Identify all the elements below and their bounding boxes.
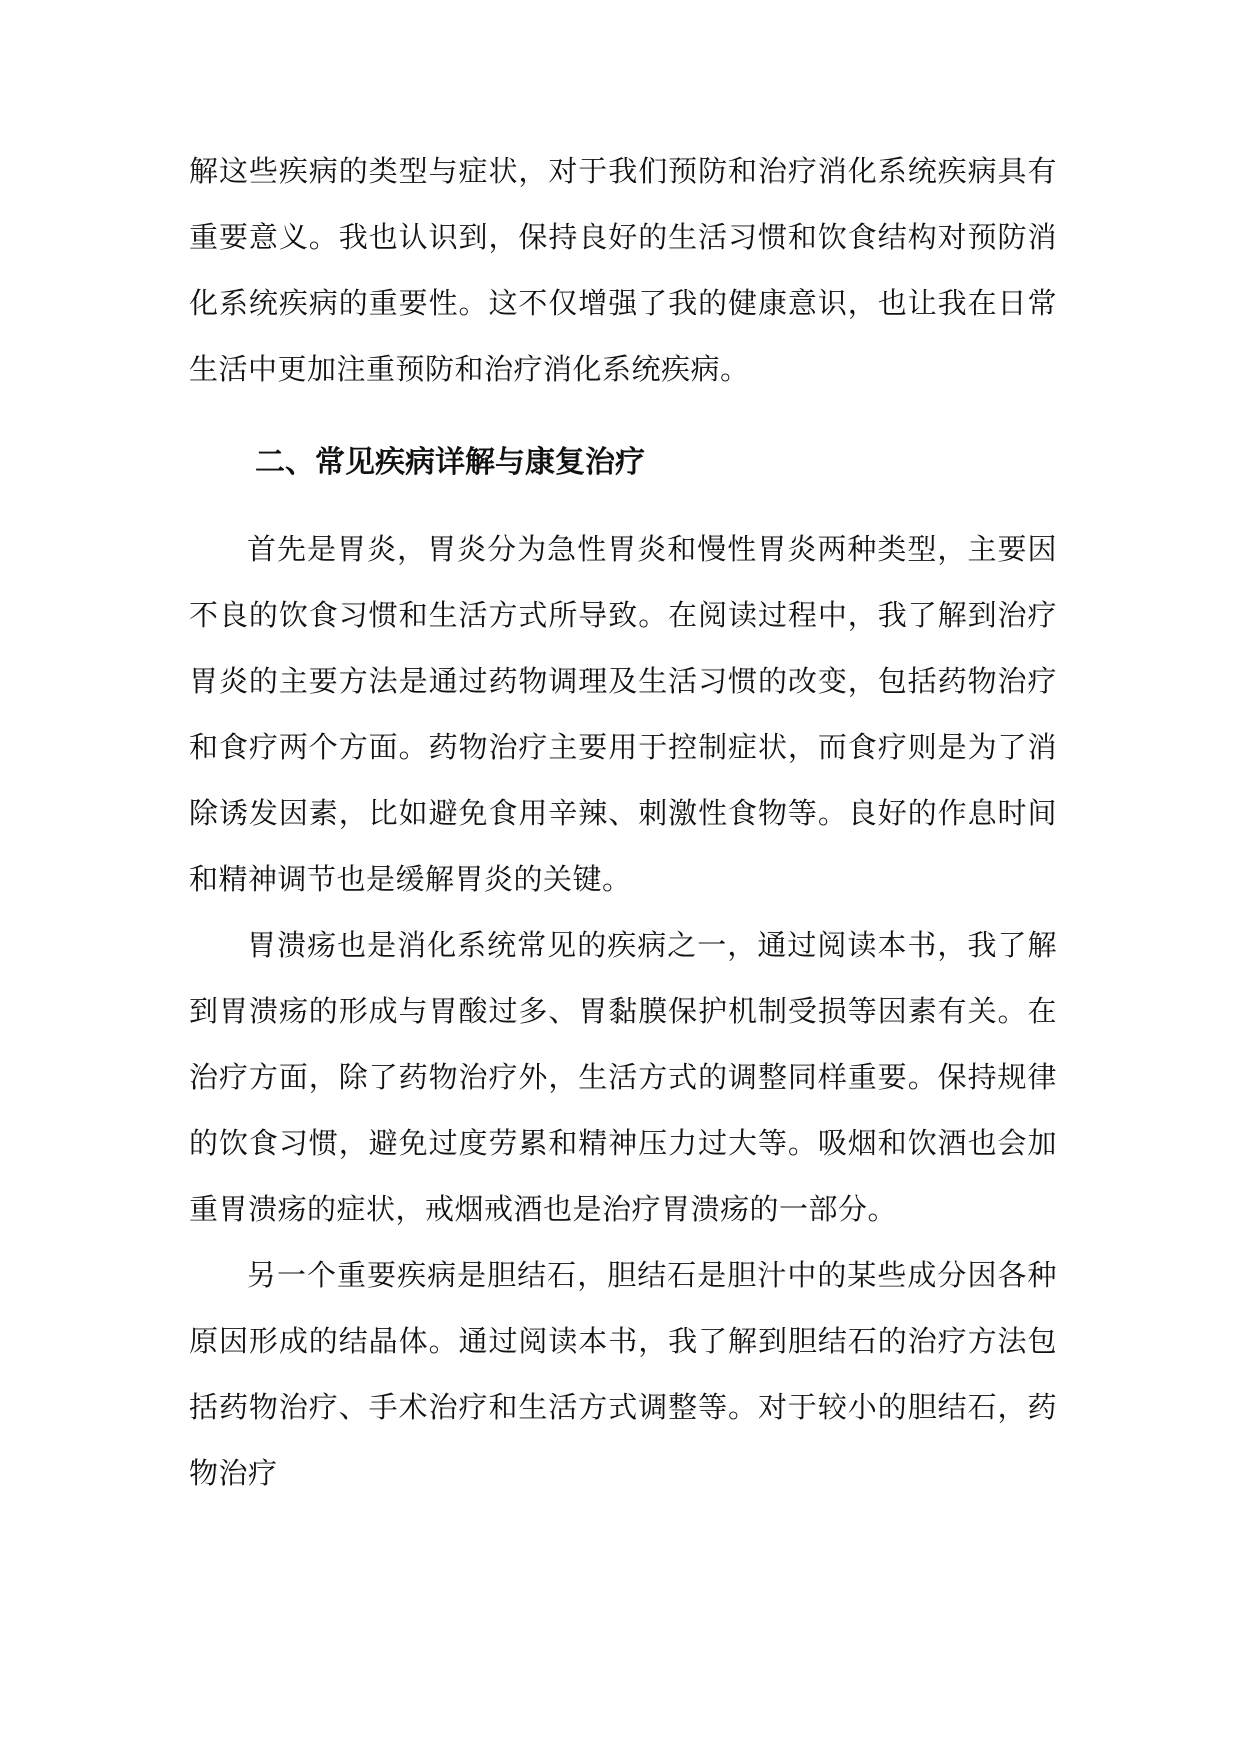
paragraph-gastritis: 首先是胃炎，胃炎分为急性胃炎和慢性胃炎两种类型，主要因不良的饮食习惯和生活方式所导致。在阅读过程中，我了解到治疗胃炎的主要方法是通过药物调理及生活习惯的改变，包括药物治疗和食疗两个方面。药物治疗主要用于控制症状，而食疗则是为了消除诱发因素，比如避免食用辛辣、刺激性食物等。良好的作息时间和精神调节也是缓解胃炎的关键。 xyxy=(189,532,1057,896)
document-page xyxy=(189,138,1057,1506)
continued-paragraph: 解这些疾病的类型与症状，对于我们预防和治疗消化系统疾病具有重要意义。我也认识到，保持良好的生活习惯和饮食结构对预防消化系统疾病的重要性。这不仅增强了我的健康意识，也让我在日常生活中更加注重预防和治疗消化系统疾病。 xyxy=(189,154,1057,386)
section-heading: 二、常见疾病详解与康复治疗 xyxy=(255,445,645,480)
paragraph-gallstones: 另一个重要疾病是胆结石，胆结石是胆汁中的某些成分因各种原因形成的结晶体。通过阅读本书，我了解到胆结石的治疗方法包括药物治疗、手术治疗和生活方式调整等。对于较小的胆结石，药物治疗 xyxy=(189,1258,1057,1490)
paragraph-gastric-ulcer: 胃溃疡也是消化系统常见的疾病之一，通过阅读本书，我了解到胃溃疡的形成与胃酸过多、胃黏膜保护机制受损等因素有关。在治疗方面，除了药物治疗外，生活方式的调整同样重要。保持规律的饮食习惯，避免过度劳累和精神压力过大等。吸烟和饮酒也会加重胃溃疡的症状，戒烟戒酒也是治疗胃溃疡的一部分。 xyxy=(189,928,1057,1226)
